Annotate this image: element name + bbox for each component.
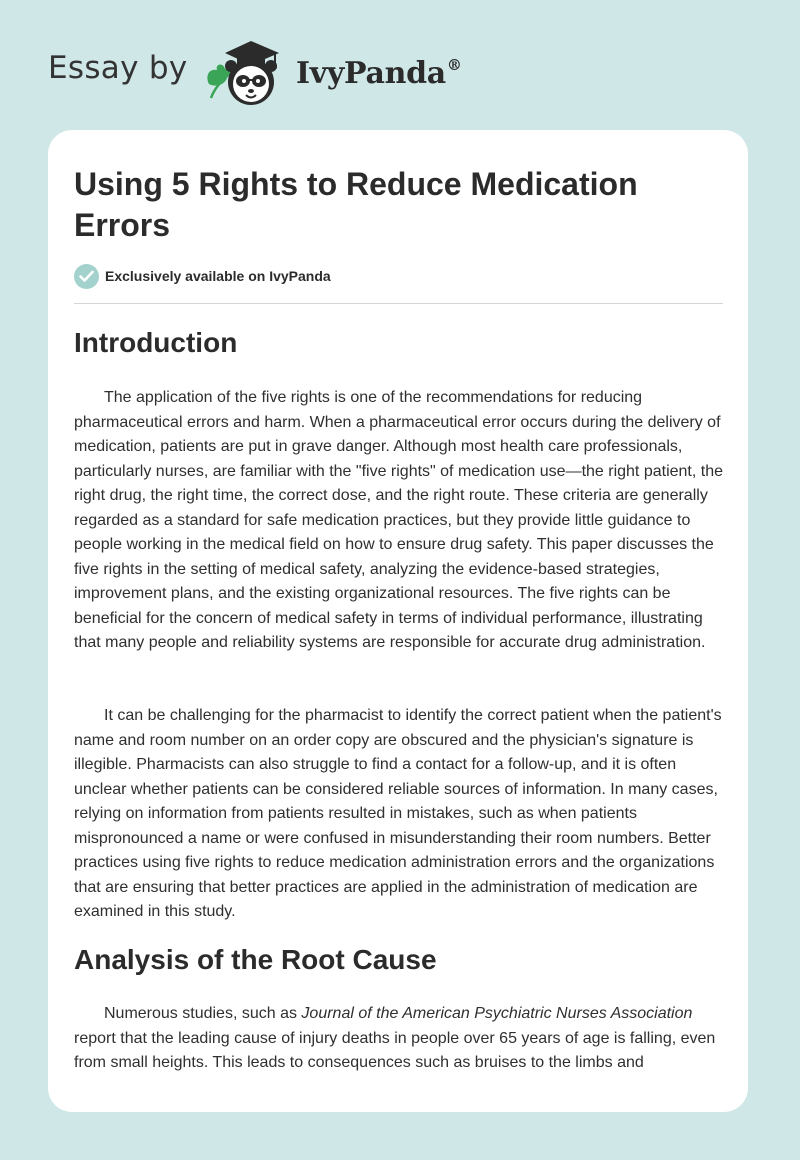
paragraph-intro-1: The application of the five rights is one of the recommendations for reducing pharmaceutical errors and harm. When a pharmaceutical error occurs during the delivery of medication, patients are put in grave danger. Although most health care professionals, particularly nurses, are familiar with the "five rights" of medication use—the right patient, the right drug, the right time, the correct dose, and the right route. These criteria are generally regarded as a standard for safe medication practices, but they provide little guidance to people working in the medical field on how to ensure drug safety. This paper discusses the five rights in the setting of medical safety, analyzing the evidence-based strategies, improvement plans, and the existing organizational resources. The five rights can be beneficial for the concern of medical safety in terms of individual performance, illustrating that many people and reliability systems are responsible for accurate drug administration. bbox=[74, 389, 723, 651]
check-circle-icon bbox=[74, 264, 99, 289]
paragraph-lead: Numerous studies, such as bbox=[104, 1005, 302, 1022]
paragraph-root-cause-1 bbox=[74, 1002, 726, 1076]
brand-name[interactable] bbox=[296, 56, 462, 91]
brand-prefix: Essay by bbox=[48, 50, 188, 86]
journal-citation: Journal of the American Psychiatric Nurses Association bbox=[301, 1005, 693, 1022]
section-heading-root-cause: Analysis of the Root Cause bbox=[74, 944, 437, 975]
site-header bbox=[0, 0, 800, 128]
panda-graduate-icon[interactable] bbox=[203, 36, 293, 108]
brand-name-text: IvyPanda bbox=[296, 56, 446, 91]
paragraph-intro-2: It can be challenging for the pharmacist to identify the correct patient when the patient's name and room number on an order copy are obscured and the physician's signature is illegible. Pharmacists can also struggle to find a contact for a follow-up, and it is often unclear whether patients can be considered reliable sources of information. In many cases, relying on information from patients resulted in mistakes, such as when patients mispronounced a name or were confused in misunderstanding their room numbers. Better practices using five rights to reduce medication administration errors and the organizations that are ensuring that better practices are applied in the administration of medication are examined in this study. bbox=[74, 707, 722, 920]
page-title: Using 5 Rights to Reduce Medication Errors bbox=[74, 166, 638, 243]
registered-mark: ® bbox=[446, 56, 462, 74]
section-heading-introduction: Introduction bbox=[74, 327, 238, 358]
badge-text: Exclusively available on IvyPanda bbox=[105, 268, 331, 284]
paragraph-rest: report that the leading cause of injury deaths in people over 65 years of age is falling, even from small heights. This leads to consequences such as bruises to the limbs and bbox=[74, 1029, 716, 1071]
exclusive-badge bbox=[74, 263, 331, 289]
essay-card bbox=[48, 130, 748, 1112]
divider bbox=[74, 303, 723, 304]
